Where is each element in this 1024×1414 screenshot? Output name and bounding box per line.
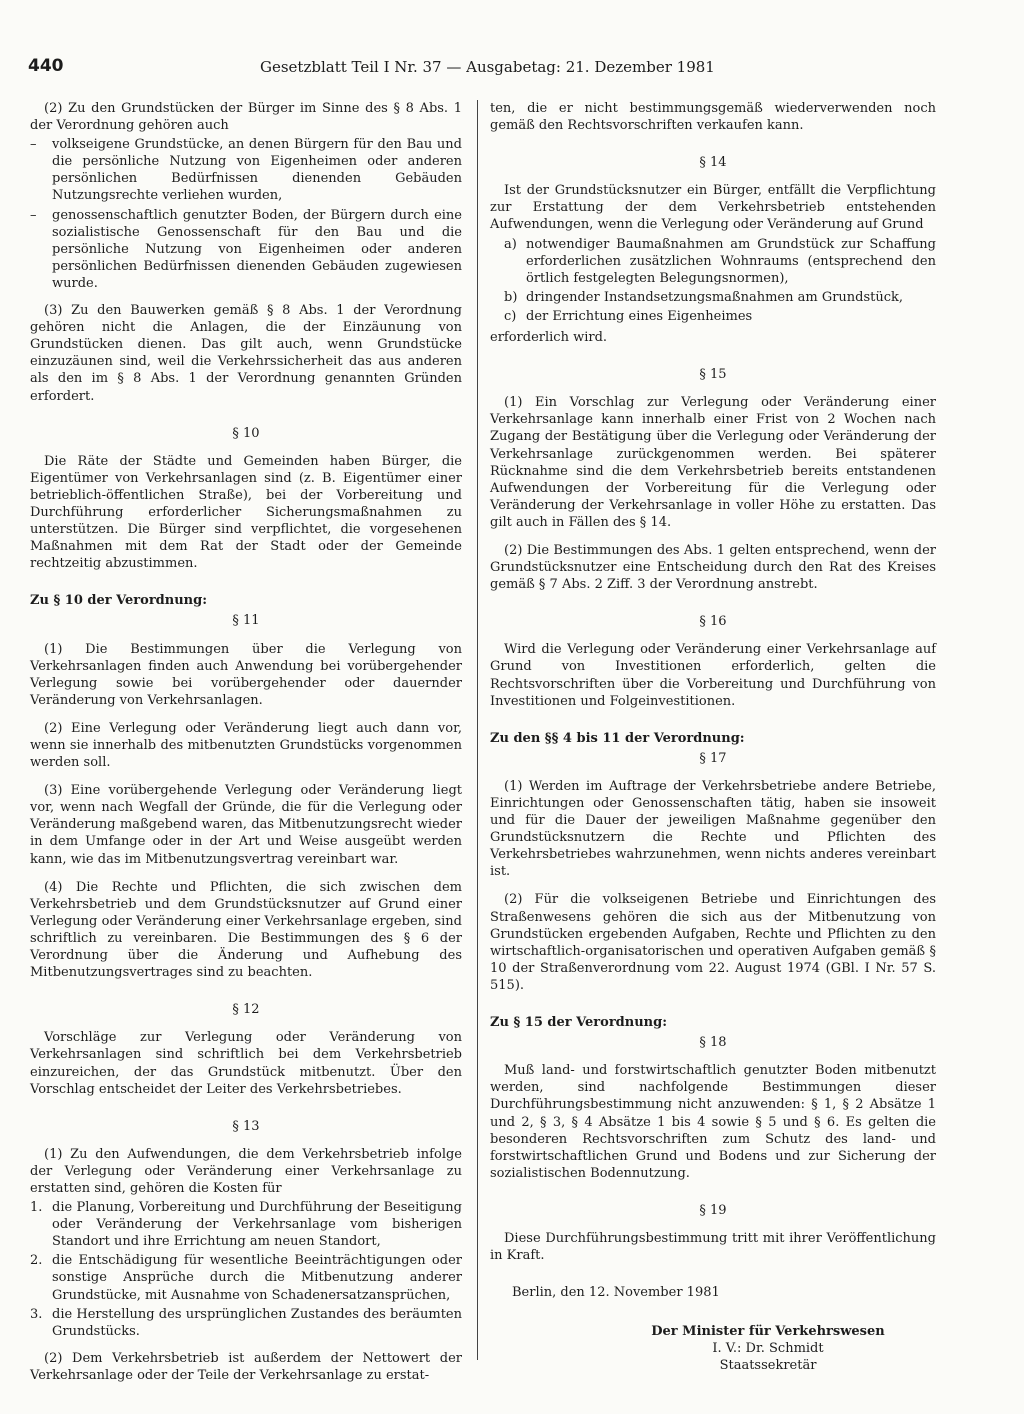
paragraph-s17-2: (2) Für die volkseigenen Betriebe und Einrichtungen des Straßenwesens gehören die sich aus der Mitbenutzung von Grundstücken ergebenden Aufgaben, Rechte und Pflichten zu den wirtschaftlich-organisatorischen und operativen Aufgaben gemäß § 10 der Straßenverordnung vom 22. August 1974 (GBl. I Nr. 57 S. 515). (490, 892, 936, 993)
page-header (28, 56, 996, 82)
paragraph-s9-2-intro: (2) Zu den Grundstücken der Bürger im Sinne des § 8 Abs. 1 der Verordnung gehören auch (30, 101, 462, 134)
list-item: 1. die Planung, Vorbereitung und Durchführung der Beseitigung oder Veränderung der Verkehrsanlage vom bisherigen Standort und ihre Errichtung am neuen Standort, (30, 1200, 462, 1250)
list-item: a) notwendiger Baumaßnahmen am Grundstück zur Schaffung erforderlichen zusätzlichen Wohnraums (entsprechend den örtlich festgelegten Belegungsnormen), (504, 236, 936, 286)
left-column (30, 100, 462, 1383)
list-item: – genossenschaftlich genutzter Boden, der Bürgern durch eine sozialistische Genossenschaft für den Bau und die persönliche Nutzung von Eigenheimen oder anderen persönlichen Bedürfnissen dienenden Gebäuden zugewiesen wurde. (30, 207, 462, 291)
right-column (490, 100, 936, 1374)
minister-title: Der Minister für Verkehrswesen (651, 1324, 885, 1340)
list-item: c) der Errichtung eines Eigenheimes (504, 308, 753, 324)
paragraph-s9-3: (3) Zu den Bauwerken gemäß § 8 Abs. 1 der Verordnung gehören nicht die Anlagen, die der Einzäunung von Grundstücken dienen. Das gilt auch, wenn Grundstücke einzuzäunen sind, weil die Verkehrssicherheit das aus anderen als den im § 8 Abs. 1 der Verordnung genannten Gründen erfordert. (30, 303, 462, 404)
paragraph-s11-4: (4) Die Rechte und Pflichten, die sich zwischen dem Verkehrsbetrieb und dem Grundstücksnutzer auf Grund einer Verlegung oder Veränderung einer Verkehrsanlage ergeben, sind schriftlich zu vereinbaren. Die Bestimmungen des § 6 der Verordnung über die Änderung und Aufhebung des Mitbenutzungsvertrages sind zu beachten. (30, 879, 462, 981)
paragraph-s17-1: (1) Werden im Auftrage der Verkehrsbetriebe andere Betriebe, Einrichtungen oder Genossenschaften tätig, haben sie insoweit und für die Dauer der jeweiligen Maßnahme gegenüber den Grundstücksnutzern die Rechte und Pflichten des Verkehrsbetriebes wahrzunehmen, wenn nichts anderes vereinbart ist. (490, 778, 936, 880)
paragraph-s12: Vorschläge zur Verlegung oder Veränderung von Verkehrsanlagen sind schriftlich bei dem Verkehrsbetrieb einzureichen, der das Grundstück mitbenutzt. Über den Vorschlag entscheidet der Leiter des Verkehrsbetriebes. (30, 1030, 462, 1097)
section-heading-11: § 11 (232, 613, 260, 629)
zu-heading-4-11: Zu den §§ 4 bis 11 der Verordnung: (490, 730, 745, 746)
paragraph-s11-2: (2) Eine Verlegung oder Veränderung liegt auch dann vor, wenn sie innerhalb des mitbenutzten Grundstücks vorgenommen werden soll. (30, 720, 462, 771)
section-heading-12: § 12 (232, 1002, 260, 1018)
zu-heading-10: Zu § 10 der Verordnung: (30, 593, 208, 609)
list-dash: – (30, 207, 37, 223)
list-dash: – (30, 137, 37, 153)
list-item: – volkseigene Grundstücke, an denen Bürgern für den Bau und die persönliche Nutzung von Eigenheimen oder anderen persönlichen Bedürfnissen dienenden Gebäuden Nutzungsrechte verliehen wurden, (30, 137, 462, 204)
paragraph-s13-2: (2) Dem Verkehrsbetrieb ist außerdem der Nettowert der Verkehrsanlage oder der Teile der Verkehrsanlage zu erstat- (30, 1350, 462, 1383)
running-title: Gesetzblatt Teil I Nr. 37 — Ausgabetag: 21. Dezember 1981 (260, 58, 715, 76)
section-heading-13: § 13 (232, 1118, 260, 1134)
section-heading-15: § 15 (699, 367, 727, 383)
signatory-title: Staatssekretär (719, 1358, 817, 1374)
paragraph-s16: Wird die Verlegung oder Veränderung einer Verkehrsanlage auf Grund von Investitionen erforderlich, gelten die Rechtsvorschriften über die Vorbereitung und Durchführung von Investitionen und Folgeinvestitionen. (490, 642, 936, 709)
column-divider (477, 100, 478, 1360)
paragraph-s11-1: (1) Die Bestimmungen über die Verlegung von Verkehrsanlagen finden auch Anwendung bei vorübergehender Verlegung sowie bei vorübergehender oder dauernder Veränderung von Verkehrsanlagen. (30, 641, 462, 708)
signatory: I. V.: Dr. Schmidt (712, 1341, 824, 1357)
signature-block (600, 1323, 936, 1374)
paragraph-s10: Die Räte der Städte und Gemeinden haben Bürger, die Eigentümer von Verkehrsanlagen sind (z. B. Eigentümer einer betrieblich-öffentlichen Straße), bei der Vorbereitung und Durchführung erforderlicher Sicherungsmaßnahmen zu unterstützen. Die Bürger sind verpflichtet, die vorgesehenen Maßnahmen mit dem Rat der Stadt oder der Gemeinde rechtzeitig abzustimmen. (30, 453, 462, 572)
paragraph-s15-1: (1) Ein Vorschlag zur Verlegung oder Veränderung einer Verkehrsanlage kann innerhalb einer Frist von 2 Wochen nach Zugang der Bestätigung über die Verlegung oder Veränderung der Verkehrsanlage zurückgenommen werden. Bei späterer Rücknahme sind die dem Verkehrsbetrieb bereits entstandenen Aufwendungen der Vorbereitung für die Verlegung oder Veränderung der Verkehrsanlage in voller Höhe zu erstatten. Das gilt auch in Fällen des § 14. (490, 395, 936, 530)
place-and-date: Berlin, den 12. November 1981 (512, 1285, 720, 1301)
lettered-list-s14 (504, 236, 936, 325)
page-number: 440 (28, 56, 64, 76)
numbered-list-s13 (30, 1199, 462, 1340)
section-heading-14: § 14 (699, 155, 727, 171)
paragraph-s14-intro: Ist der Grundstücksnutzer ein Bürger, entfällt die Verpflichtung zur Erstattung der dem Verkehrsbetrieb entstehenden Aufwendungen, wenn die Verlegung oder Veränderung auf Grund (490, 183, 936, 233)
paragraph-s11-3: (3) Eine vorübergehende Verlegung oder Veränderung liegt vor, wenn nach Wegfall der Gründe, die für die Verlegung oder Veränderung maßgebend waren, das Mitbenutzungsrecht wieder in dem Umfange oder in der Art und Weise ausgeübt werden kann, wie das im Mitbenutzungsvertrag vereinbart war. (30, 783, 462, 867)
zu-heading-15: Zu § 15 der Verordnung: (490, 1015, 668, 1031)
section-heading-18: § 18 (699, 1035, 727, 1051)
dash-list-s9-2 (30, 136, 462, 292)
paragraph-s19: Diese Durchführungsbestimmung tritt mit ihrer Veröffentlichung in Kraft. (490, 1230, 936, 1264)
section-heading-19: § 19 (699, 1202, 727, 1218)
section-heading-16: § 16 (699, 614, 727, 630)
paragraph-s13-2-continued: ten, die er nicht bestimmungsgemäß wiederverwenden noch gemäß den Rechtsvorschriften verkaufen kann. (490, 101, 936, 134)
list-item: 3. die Herstellung des ursprünglichen Zustandes des beräumten Grundstücks. (30, 1306, 462, 1339)
paragraph-s14-outro: erforderlich wird. (490, 330, 608, 346)
list-item: b) dringender Instandsetzungsmaßnahmen am Grundstück, (504, 289, 904, 305)
paragraph-s13-1-intro: (1) Zu den Aufwendungen, die dem Verkehrsbetrieb infolge der Verlegung oder Veränderung einer Verkehrsanlage zu erstatten sind, gehören die Kosten für (30, 1146, 462, 1196)
paragraph-s15-2: (2) Die Bestimmungen des Abs. 1 gelten entsprechend, wenn der Grundstücksnutzer eine Entscheidung durch den Rat des Kreises gemäß § 7 Abs. 2 Ziff. 3 der Verordnung anstrebt. (490, 542, 936, 593)
paragraph-s18: Muß land- und forstwirtschaftlich genutzter Boden mitbenutzt werden, sind nachfolgende Bestimmungen dieser Durchführungsbestimmung nicht anzuwenden: § 1, § 2 Absätze 1 und 2, § 3, § 4 Absätze 1 bis 4 sowie § 5 und § 6. Es gelten die besonderen Rechtsvorschriften zum Schutz des land- und forstwirtschaftlichen Grund und Bodens und zur Sicherung der sozialistischen Bodennutzung. (490, 1063, 936, 1181)
list-item: 2. die Entschädigung für wesentliche Beeinträchtigungen oder sonstige Ansprüche durch die Mitbenutzung anderer Grundstücke, mit Ausnahme von Schadenersatzansprüchen, (30, 1253, 462, 1303)
section-heading-10: § 10 (232, 425, 260, 441)
section-heading-17: § 17 (699, 750, 727, 766)
